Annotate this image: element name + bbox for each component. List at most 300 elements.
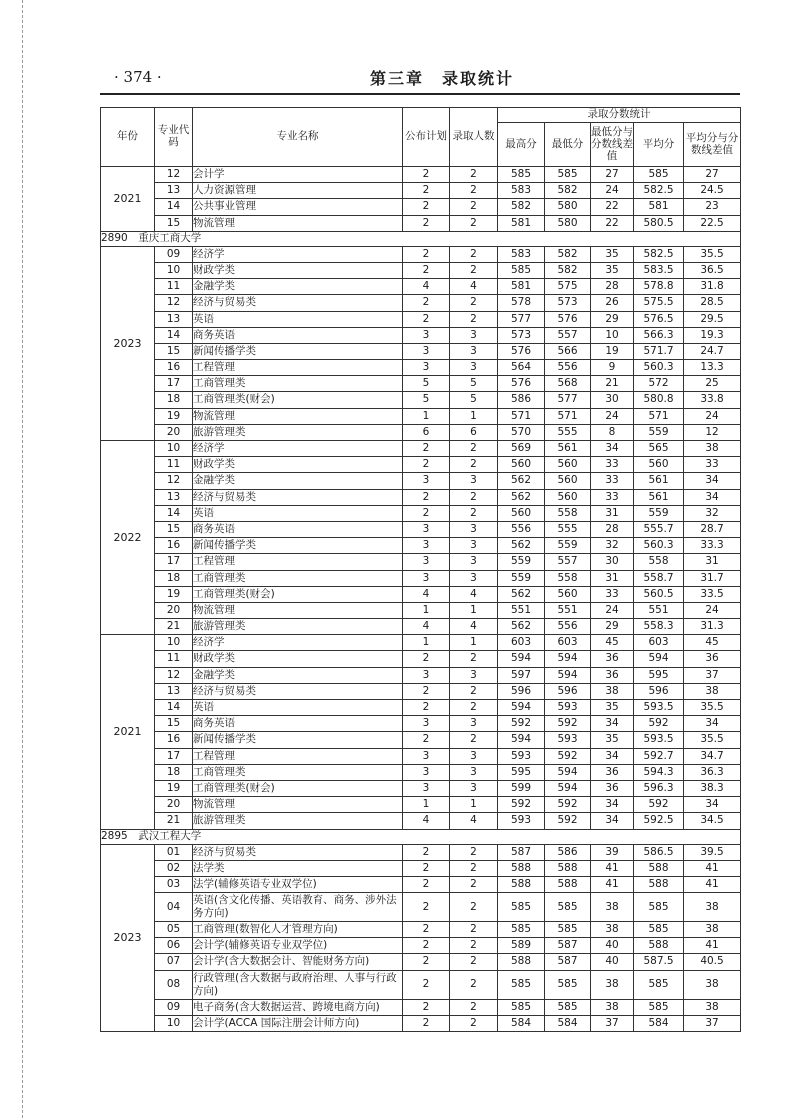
table-row: [101, 999, 741, 1015]
avg-cell: 551: [634, 602, 684, 618]
plan-cell: 3: [403, 473, 450, 489]
min-diff-cell: 27: [591, 167, 634, 183]
table-row: [101, 764, 741, 780]
min-cell: 582: [545, 246, 591, 262]
code-cell: 01: [155, 844, 193, 860]
avg-cell: 593.5: [634, 732, 684, 748]
max-cell: 597: [498, 667, 545, 683]
avg-diff-cell: 37: [684, 667, 741, 683]
avg-cell: 592: [634, 797, 684, 813]
avg-cell: 571.7: [634, 343, 684, 359]
min-cell: 555: [545, 521, 591, 537]
name-cell: 英语(含文化传播、英语教育、商务、涉外法务方向): [193, 893, 403, 922]
enrolled-cell: 3: [450, 748, 498, 764]
enrolled-cell: 1: [450, 408, 498, 424]
name-cell: 物流管理: [193, 408, 403, 424]
name-cell: 电子商务(含大数据运营、跨境电商方向): [193, 999, 403, 1015]
name-cell: 法学类: [193, 860, 403, 876]
plan-cell: 2: [403, 970, 450, 999]
max-cell: 573: [498, 327, 545, 343]
enrolled-cell: 2: [450, 860, 498, 876]
avg-diff-cell: 24: [684, 408, 741, 424]
min-diff-cell: 34: [591, 797, 634, 813]
max-cell: 551: [498, 602, 545, 618]
min-cell: 594: [545, 667, 591, 683]
avg-cell: 585: [634, 167, 684, 183]
avg-diff-cell: 38: [684, 683, 741, 699]
avg-diff-cell: 28.7: [684, 521, 741, 537]
name-cell: 工商管理类: [193, 764, 403, 780]
plan-cell: 2: [403, 999, 450, 1015]
code-cell: 17: [155, 554, 193, 570]
enrolled-cell: 2: [450, 683, 498, 699]
name-cell: 旅游管理类: [193, 619, 403, 635]
table-row: [101, 635, 741, 651]
enrolled-cell: 2: [450, 183, 498, 199]
name-cell: 行政管理(含大数据与政府治理、人事与行政方向): [193, 970, 403, 999]
enrolled-cell: 2: [450, 999, 498, 1015]
enrolled-cell: 3: [450, 360, 498, 376]
max-cell: 585: [498, 262, 545, 278]
code-cell: 11: [155, 279, 193, 295]
min-diff-cell: 36: [591, 764, 634, 780]
max-cell: 583: [498, 183, 545, 199]
avg-cell: 575.5: [634, 295, 684, 311]
name-cell: 经济与贸易类: [193, 489, 403, 505]
header-rule: [100, 93, 740, 95]
min-cell: 558: [545, 570, 591, 586]
table-row: [101, 813, 741, 829]
code-cell: 13: [155, 183, 193, 199]
min-cell: 577: [545, 392, 591, 408]
school-name: 2890 重庆工商大学: [101, 231, 741, 246]
name-cell: 工程管理: [193, 554, 403, 570]
enrolled-cell: 2: [450, 505, 498, 521]
name-cell: 英语: [193, 505, 403, 521]
table-row: [101, 521, 741, 537]
min-cell: 573: [545, 295, 591, 311]
plan-cell: 2: [403, 183, 450, 199]
min-diff-cell: 34: [591, 716, 634, 732]
min-cell: 556: [545, 360, 591, 376]
code-cell: 08: [155, 970, 193, 999]
enrolled-cell: 2: [450, 954, 498, 970]
code-cell: 19: [155, 780, 193, 796]
avg-diff-cell: 31.3: [684, 619, 741, 635]
table-row: [101, 938, 741, 954]
plan-cell: 2: [403, 876, 450, 892]
enrolled-cell: 3: [450, 327, 498, 343]
min-cell: 593: [545, 700, 591, 716]
avg-cell: 588: [634, 876, 684, 892]
avg-diff-cell: 38: [684, 999, 741, 1015]
max-cell: 589: [498, 938, 545, 954]
avg-diff-cell: 29.5: [684, 311, 741, 327]
name-cell: 新闻传播学类: [193, 732, 403, 748]
max-cell: 588: [498, 876, 545, 892]
table-row: [101, 199, 741, 215]
code-cell: 10: [155, 635, 193, 651]
code-cell: 17: [155, 376, 193, 392]
plan-cell: 2: [403, 489, 450, 505]
table-row: [101, 667, 741, 683]
code-cell: 09: [155, 246, 193, 262]
max-cell: 584: [498, 1015, 545, 1031]
max-cell: 593: [498, 748, 545, 764]
avg-diff-cell: 31.7: [684, 570, 741, 586]
code-cell: 02: [155, 860, 193, 876]
min-cell: 571: [545, 408, 591, 424]
min-diff-cell: 22: [591, 199, 634, 215]
min-diff-cell: 31: [591, 505, 634, 521]
code-cell: 11: [155, 651, 193, 667]
min-diff-cell: 34: [591, 748, 634, 764]
name-cell: 经济学: [193, 441, 403, 457]
min-cell: 587: [545, 954, 591, 970]
avg-diff-cell: 34: [684, 489, 741, 505]
enrolled-cell: 2: [450, 246, 498, 262]
max-cell: 576: [498, 343, 545, 359]
min-diff-cell: 41: [591, 876, 634, 892]
code-cell: 18: [155, 392, 193, 408]
avg-diff-cell: 35.5: [684, 732, 741, 748]
header-enrolled: 录取人数: [450, 108, 498, 167]
avg-diff-cell: 25: [684, 376, 741, 392]
min-diff-cell: 34: [591, 441, 634, 457]
max-cell: 594: [498, 651, 545, 667]
avg-diff-cell: 34: [684, 716, 741, 732]
enrolled-cell: 2: [450, 441, 498, 457]
min-cell: 580: [545, 199, 591, 215]
plan-cell: 3: [403, 780, 450, 796]
year-cell: 2023: [101, 246, 155, 440]
table-row: [101, 748, 741, 764]
avg-cell: 585: [634, 893, 684, 922]
table-row: [101, 424, 741, 440]
avg-cell: 596: [634, 683, 684, 699]
code-cell: 13: [155, 311, 193, 327]
year-cell: 2021: [101, 635, 155, 829]
min-diff-cell: 40: [591, 938, 634, 954]
page-number: · 374 ·: [114, 68, 162, 86]
plan-cell: 2: [403, 732, 450, 748]
enrolled-cell: 2: [450, 311, 498, 327]
min-cell: 594: [545, 780, 591, 796]
plan-cell: 6: [403, 424, 450, 440]
name-cell: 工商管理类(财会): [193, 780, 403, 796]
max-cell: 562: [498, 538, 545, 554]
enrolled-cell: 3: [450, 538, 498, 554]
code-cell: 18: [155, 764, 193, 780]
avg-diff-cell: 19.3: [684, 327, 741, 343]
avg-cell: 558.7: [634, 570, 684, 586]
enrolled-cell: 5: [450, 376, 498, 392]
name-cell: 英语: [193, 311, 403, 327]
table-row: [101, 457, 741, 473]
plan-cell: 3: [403, 667, 450, 683]
table-row: [101, 970, 741, 999]
min-cell: 588: [545, 876, 591, 892]
max-cell: 585: [498, 999, 545, 1015]
code-cell: 16: [155, 538, 193, 554]
max-cell: 585: [498, 893, 545, 922]
min-cell: 558: [545, 505, 591, 521]
table-row: [101, 311, 741, 327]
enrolled-cell: 4: [450, 279, 498, 295]
name-cell: 商务英语: [193, 521, 403, 537]
table-row: [101, 876, 741, 892]
enrolled-cell: 6: [450, 424, 498, 440]
avg-diff-cell: 31.8: [684, 279, 741, 295]
enrolled-cell: 2: [450, 893, 498, 922]
header-plan: 公布计划: [403, 108, 450, 167]
enrolled-cell: 2: [450, 922, 498, 938]
year-cell: 2023: [101, 844, 155, 1032]
code-cell: 21: [155, 813, 193, 829]
table-row: [101, 700, 741, 716]
avg-diff-cell: 33: [684, 457, 741, 473]
plan-cell: 5: [403, 376, 450, 392]
min-cell: 585: [545, 922, 591, 938]
code-cell: 15: [155, 716, 193, 732]
admission-table: [100, 107, 741, 1032]
min-cell: 596: [545, 683, 591, 699]
name-cell: 会计学(ACCA 国际注册会计师方向): [193, 1015, 403, 1031]
min-cell: 560: [545, 457, 591, 473]
name-cell: 金融学类: [193, 473, 403, 489]
enrolled-cell: 2: [450, 700, 498, 716]
avg-cell: 580.8: [634, 392, 684, 408]
code-cell: 05: [155, 922, 193, 938]
min-diff-cell: 31: [591, 570, 634, 586]
plan-cell: 2: [403, 457, 450, 473]
min-cell: 592: [545, 813, 591, 829]
avg-cell: 558.3: [634, 619, 684, 635]
table-row: [101, 683, 741, 699]
table-row: [101, 797, 741, 813]
min-diff-cell: 36: [591, 780, 634, 796]
avg-cell: 560: [634, 457, 684, 473]
avg-cell: 592.7: [634, 748, 684, 764]
name-cell: 工商管理类(财会): [193, 392, 403, 408]
min-cell: 580: [545, 215, 591, 231]
avg-cell: 603: [634, 635, 684, 651]
avg-diff-cell: 41: [684, 938, 741, 954]
avg-diff-cell: 35.5: [684, 700, 741, 716]
name-cell: 经济与贸易类: [193, 683, 403, 699]
table-row: [101, 844, 741, 860]
code-cell: 12: [155, 667, 193, 683]
min-cell: 575: [545, 279, 591, 295]
table-row: [101, 183, 741, 199]
avg-cell: 559: [634, 505, 684, 521]
avg-cell: 583.5: [634, 262, 684, 278]
table-row: [101, 215, 741, 231]
enrolled-cell: 3: [450, 780, 498, 796]
min-cell: 584: [545, 1015, 591, 1031]
min-diff-cell: 26: [591, 295, 634, 311]
max-cell: 562: [498, 489, 545, 505]
enrolled-cell: 2: [450, 457, 498, 473]
enrolled-cell: 2: [450, 938, 498, 954]
avg-diff-cell: 33.3: [684, 538, 741, 554]
max-cell: 569: [498, 441, 545, 457]
max-cell: 560: [498, 505, 545, 521]
table-row: [101, 441, 741, 457]
enrolled-cell: 3: [450, 521, 498, 537]
max-cell: 586: [498, 392, 545, 408]
avg-cell: 588: [634, 860, 684, 876]
name-cell: 工商管理(数智化人才管理方向): [193, 922, 403, 938]
min-cell: 585: [545, 970, 591, 999]
enrolled-cell: 3: [450, 343, 498, 359]
max-cell: 592: [498, 716, 545, 732]
enrolled-cell: 2: [450, 1015, 498, 1031]
max-cell: 576: [498, 376, 545, 392]
name-cell: 会计学(辅修英语专业双学位): [193, 938, 403, 954]
table-row: [101, 554, 741, 570]
min-diff-cell: 33: [591, 457, 634, 473]
plan-cell: 2: [403, 215, 450, 231]
min-diff-cell: 33: [591, 473, 634, 489]
plan-cell: 3: [403, 716, 450, 732]
header-avg-diff: 平均分与分数线差值: [684, 123, 741, 167]
avg-cell: 580.5: [634, 215, 684, 231]
min-diff-cell: 34: [591, 813, 634, 829]
name-cell: 英语: [193, 700, 403, 716]
enrolled-cell: 1: [450, 602, 498, 618]
code-cell: 11: [155, 457, 193, 473]
min-cell: 560: [545, 473, 591, 489]
table-row: [101, 262, 741, 278]
plan-cell: 2: [403, 844, 450, 860]
name-cell: 财政学类: [193, 651, 403, 667]
table-row: [101, 246, 741, 262]
code-cell: 16: [155, 360, 193, 376]
avg-cell: 565: [634, 441, 684, 457]
enrolled-cell: 2: [450, 876, 498, 892]
avg-cell: 594.3: [634, 764, 684, 780]
min-diff-cell: 39: [591, 844, 634, 860]
avg-cell: 584: [634, 1015, 684, 1031]
plan-cell: 2: [403, 167, 450, 183]
min-diff-cell: 9: [591, 360, 634, 376]
avg-diff-cell: 32: [684, 505, 741, 521]
max-cell: 559: [498, 554, 545, 570]
min-cell: 587: [545, 938, 591, 954]
avg-cell: 578.8: [634, 279, 684, 295]
min-cell: 582: [545, 183, 591, 199]
code-cell: 09: [155, 999, 193, 1015]
name-cell: 物流管理: [193, 215, 403, 231]
max-cell: 592: [498, 797, 545, 813]
max-cell: 556: [498, 521, 545, 537]
header-name: 专业名称: [193, 108, 403, 167]
min-cell: 582: [545, 262, 591, 278]
min-diff-cell: 33: [591, 586, 634, 602]
header-avg: 平均分: [634, 123, 684, 167]
table-row: [101, 295, 741, 311]
min-cell: 603: [545, 635, 591, 651]
min-cell: 557: [545, 327, 591, 343]
table-row: [101, 167, 741, 183]
table-row: [101, 732, 741, 748]
code-cell: 12: [155, 295, 193, 311]
plan-cell: 1: [403, 635, 450, 651]
max-cell: 594: [498, 732, 545, 748]
avg-cell: 582.5: [634, 246, 684, 262]
table-row: [101, 954, 741, 970]
code-cell: 16: [155, 732, 193, 748]
name-cell: 金融学类: [193, 279, 403, 295]
min-diff-cell: 22: [591, 215, 634, 231]
enrolled-cell: 2: [450, 167, 498, 183]
table-row: [101, 360, 741, 376]
max-cell: 581: [498, 215, 545, 231]
table-row: [101, 343, 741, 359]
table-row: [101, 392, 741, 408]
enrolled-cell: 4: [450, 619, 498, 635]
max-cell: 585: [498, 167, 545, 183]
plan-cell: 3: [403, 554, 450, 570]
plan-cell: 2: [403, 938, 450, 954]
avg-diff-cell: 28.5: [684, 295, 741, 311]
code-cell: 12: [155, 473, 193, 489]
plan-cell: 4: [403, 279, 450, 295]
min-cell: 585: [545, 893, 591, 922]
min-diff-cell: 28: [591, 279, 634, 295]
table-row: [101, 570, 741, 586]
avg-diff-cell: 13.3: [684, 360, 741, 376]
min-diff-cell: 35: [591, 246, 634, 262]
max-cell: 562: [498, 586, 545, 602]
avg-diff-cell: 24: [684, 602, 741, 618]
avg-diff-cell: 34: [684, 473, 741, 489]
min-cell: 588: [545, 860, 591, 876]
min-cell: 576: [545, 311, 591, 327]
min-cell: 559: [545, 538, 591, 554]
plan-cell: 2: [403, 700, 450, 716]
code-cell: 15: [155, 215, 193, 231]
min-diff-cell: 36: [591, 667, 634, 683]
chapter-title: 第三章 录取统计: [370, 69, 515, 88]
table-row: [101, 489, 741, 505]
min-diff-cell: 19: [591, 343, 634, 359]
max-cell: 588: [498, 860, 545, 876]
name-cell: 经济与贸易类: [193, 844, 403, 860]
min-diff-cell: 24: [591, 602, 634, 618]
enrolled-cell: 3: [450, 554, 498, 570]
avg-cell: 555.7: [634, 521, 684, 537]
name-cell: 财政学类: [193, 262, 403, 278]
name-cell: 财政学类: [193, 457, 403, 473]
avg-cell: 588: [634, 938, 684, 954]
avg-cell: 560.3: [634, 538, 684, 554]
avg-diff-cell: 34.7: [684, 748, 741, 764]
max-cell: 599: [498, 780, 545, 796]
code-cell: 10: [155, 262, 193, 278]
plan-cell: 4: [403, 813, 450, 829]
min-diff-cell: 38: [591, 999, 634, 1015]
table-row: [101, 1015, 741, 1031]
school-row: [101, 231, 741, 246]
avg-diff-cell: 23: [684, 199, 741, 215]
table-row: [101, 473, 741, 489]
plan-cell: 4: [403, 586, 450, 602]
avg-diff-cell: 40.5: [684, 954, 741, 970]
min-diff-cell: 35: [591, 700, 634, 716]
name-cell: 人力资源管理: [193, 183, 403, 199]
